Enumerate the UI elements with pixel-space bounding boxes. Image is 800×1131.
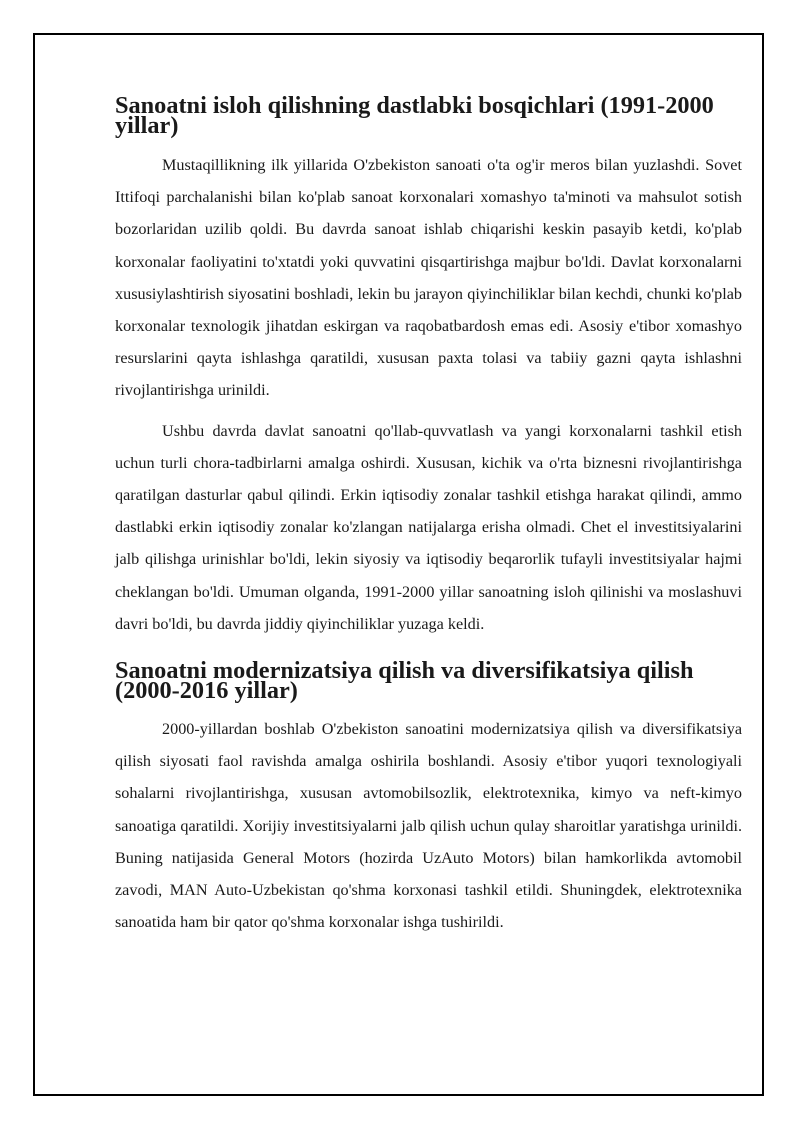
paragraph-1: Mustaqillikning ilk yillarida O'zbekiston sanoati o'ta og'ir meros bilan yuzlashdi. Sovet Ittifoqi parchalanishi bilan ko'plab sanoat korxonalari xomashyo ta'minoti va mahsulot sotish bozorlaridan uzilib qoldi. Bu davrda sanoat ishlab chiqarishi keskin pasayib ketdi, ko'plab korxonalar faoliyatini to'xtatdi yoki quvvatini qisqartirishga majbur bo'ldi. Davlat korxonalarni xususiylashtirish siyosatini boshladi, lekin bu jarayon qiyinchiliklar bilan kechdi, chunki ko'plab korxonalar texnologik jihatdan eskirgan va raqobatbardosh emas edi. Asosiy e'tibor xomashyo resurslarini qayta ishlashga qaratildi, xususan paxta tolasi va tabiiy gazni qayta ishlashni rivojlantirishga urinildi. [115,156,742,400]
section-heading-2000-2016: Sanoatni modernizatsiya qilish va diversifikatsiya qilish (2000-2016 yillar) [115,657,694,705]
section-heading-1991-2000: Sanoatni isloh qilishning dastlabki bosqichlari (1991-2000 yillar) [115,92,714,139]
paragraph-3: 2000-yillardan boshlab O'zbekiston sanoatini modernizatsiya qilish va diversifikatsiya qilish siyosati faol ravishda amalga oshirila boshlandi. Asosiy e'tibor yuqori texnologiyali sohalarni rivojlantirishga, xususan avtomobilsozlik, elektrotexnika, kimyo va neft-kimyo sanoatiga qaratildi. Xorijiy investitsiyalarni jalb qilish uchun qulay sharoitlar yaratishga urinildi. Buning natijasida General Motors (hozirda UzAuto Motors) bilan hamkorlikda avtomobil zavodi, MAN Auto-Uzbekistan qo'shma korxonasi tashkil etildi. Shuningdek, elektrotexnika sanoatida ham bir qator qo'shma korxonalar ishga tushirildi. [115,720,742,932]
document-body [115,92,742,938]
paragraph-2: Ushbu davrda davlat sanoatni qo'llab-quvvatlash va yangi korxonalarni tashkil etish uchun turli chora-tadbirlarni amalga oshirdi. Xususan, kichik va o'rta biznesni rivojlantirishga qaratilgan dasturlar qabul qilindi. Erkin iqtisodiy zonalar tashkil etishga harakat qilindi, ammo dastlabki erkin iqtisodiy zonalar ko'zlangan natijalarga erisha olmadi. Chet el investitsiyalarini jalb qilishga urinishlar bo'ldi, lekin siyosiy va iqtisodiy beqarorlik tufayli investitsiyalar hajmi cheklangan bo'ldi. Umuman olganda, 1991-2000 yillar sanoatning isloh qilinishi va moslashuvi davri bo'ldi, bu davrda jiddiy qiyinchiliklar yuzaga keldi. [115,421,742,633]
